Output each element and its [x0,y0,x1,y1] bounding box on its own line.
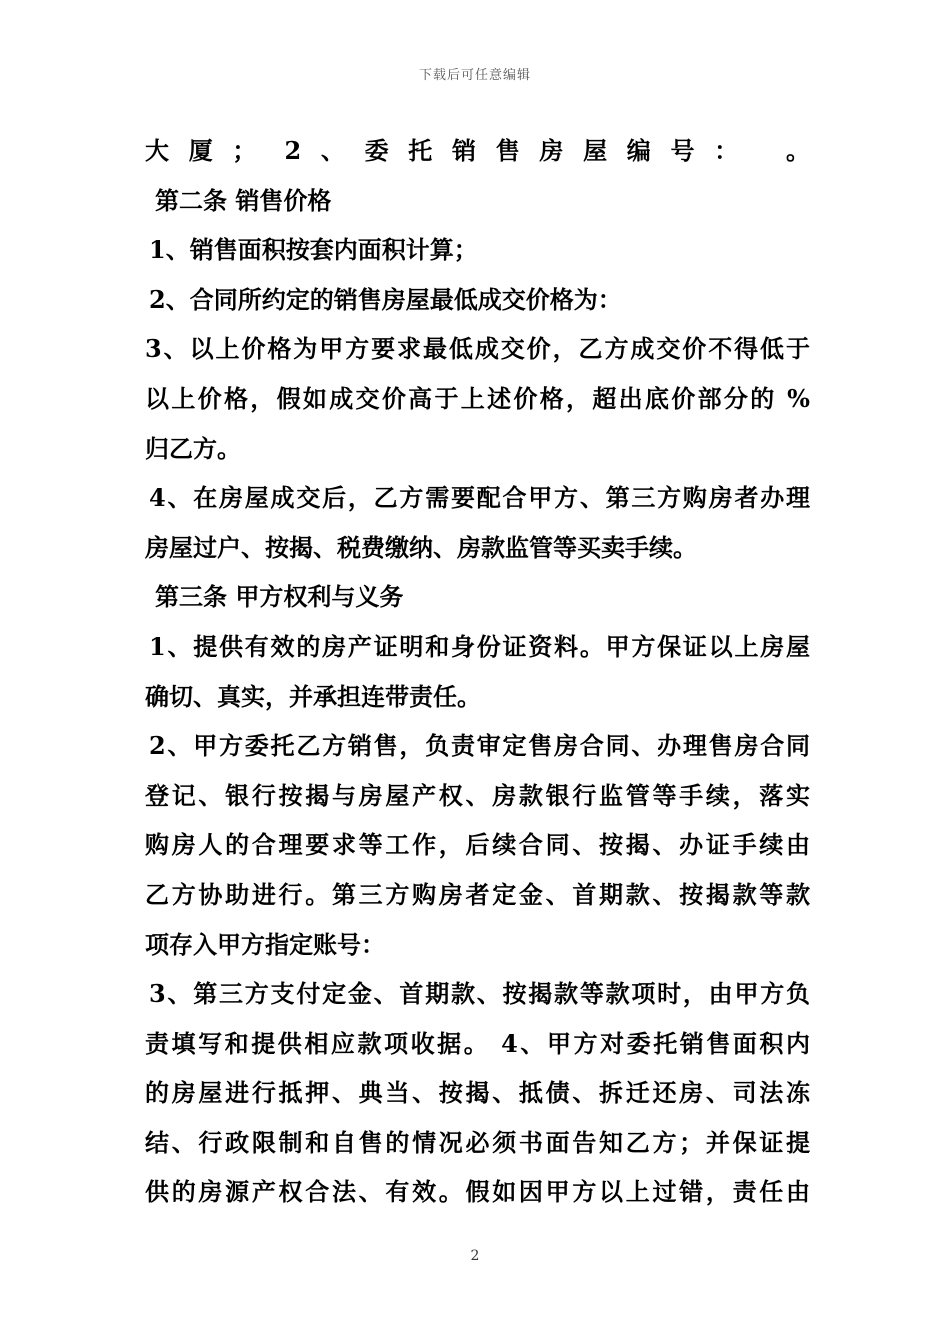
text-line: 购房人的合理要求等工作，后续合同、按揭、办证手续由 [145,830,810,860]
page-header: 下载后可任意编辑 [418,68,531,83]
text-line: 确切、真实，并承担连带责任。 [145,681,481,711]
text-line: 1、提供有效的房产证明和身份证资料。甲方保证以上房屋 [149,631,810,661]
text-line: 2、甲方委托乙方销售，负责审定售房合同、办理售房合同 [149,731,810,761]
text-line: 2、合同所约定的销售房屋最低成交价格为： [149,284,622,314]
document-body [145,126,810,1217]
text-line: 登记、银行按揭与房屋产权、房款银行监管等手续，落实 [145,780,810,810]
text-line: 结、行政限制和自售的情况必须书面告知乙方；并保证提 [145,1127,810,1157]
text-line: 项存入甲方指定账号： [145,929,385,959]
text-line: 以上价格，假如成交价高于上述价格，超出底价部分的 % [145,383,810,413]
text-line: 1、销售面积按套内面积计算； [149,235,478,265]
text-line: 归乙方。 [145,433,241,463]
text-line: 房屋过户、按揭、税费缴纳、房款监管等买卖手续。 [145,532,697,562]
text-line: 3、第三方支付定金、首期款、按揭款等款项时，由甲方负 [149,979,810,1009]
text-line: 乙方协助进行。第三方购房者定金、首期款、按揭款等款 [145,879,810,909]
section-heading: 第三条 甲方权利与义务 [155,582,404,612]
page-number: 2 [470,1248,480,1264]
text-line: 的房屋进行抵押、典当、按揭、抵债、拆迁还房、司法冻 [145,1078,810,1108]
text-line: 责填写和提供相应款项收据。 4、甲方对委托销售面积内 [145,1028,810,1058]
text-line: 3、以上价格为甲方要求最低成交价，乙方成交价不得低于 [145,334,810,364]
text-line: 4、在房屋成交后，乙方需要配合甲方、第三方购房者办理 [149,483,810,513]
text-line: 大厦； 2、委托销售房屋编号： 。 [145,136,810,165]
section-heading: 第二条 销售价格 [155,185,332,215]
text-line: 供的房源产权合法、有效。假如因甲方以上过错，责任由 [145,1177,810,1207]
